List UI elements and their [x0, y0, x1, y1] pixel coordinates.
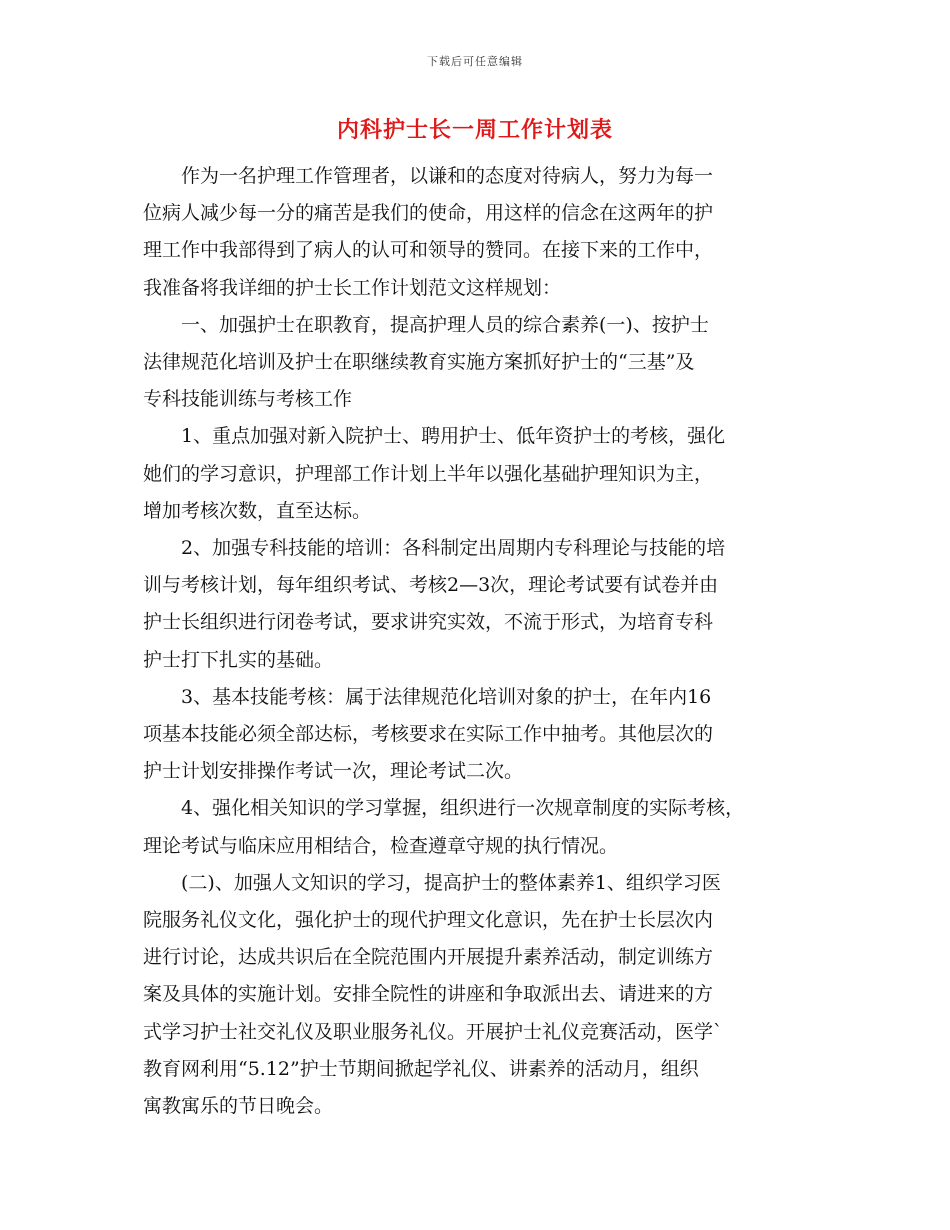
- paragraph-section-1: 一、加强护士在职教育，提高护理人员的综合素养(一)、按护士 法律规范化培训及护士在职继续教育实施方案抓好护士的“三基”及 专科技能训练与考核工作: [143, 313, 709, 411]
- paragraph-item-4: 4、强化相关知识的学习掌握，组织进行一次规章制度的实际考核， 理论考试与临床应用相结合，检查遵章守规的执行情况。: [143, 797, 745, 857]
- paragraph-item-3: 3、基本技能考核：属于法律规范化培训对象的护士，在年内16 项基本技能必须全部达标，考核要求在实际工作中抽考。其他层次的 护士计划安排操作考试一次，理论考试二次。: [143, 685, 714, 783]
- header-note: 下载后可任意编辑: [427, 55, 523, 68]
- document-title: 内科护士长一周工作计划表: [336, 117, 613, 143]
- paragraph-intro: 作为一名护理工作管理者，以谦和的态度对待病人，努力为每一 位病人减少每一分的痛苦是我们的使命，用这样的信念在这两年的护 理工作中我部得到了病人的认可和领导的赞同。在接下来的工作中， 我准备将我详细的护士长工作计划范文这样规划：: [143, 165, 714, 299]
- document-body: [143, 158, 823, 1125]
- paragraph-item-2: 2、加强专科技能的培训：各科制定出周期内专科理论与技能的培 训与考核计划，每年组织考试、考核2—3次，理论考试要有试卷并由 护士长组织进行闭卷考试，要求讲究实效，不流于形式，为培育专科 护士打下扎实的基础。: [143, 537, 726, 671]
- paragraph-item-1: 1、重点加强对新入院护士、聘用护士、低年资护士的考核，强化 她们的学习意识，护理部工作计划上半年以强化基础护理知识为主， 增加考核次数，直至达标。: [143, 425, 726, 522]
- paragraph-section-2: (二)、加强人文知识的学习，提高护士的整体素养1、组织学习医 院服务礼仪文化，强化护士的现代护理文化意识，先在护士长层次内 进行讨论，达成共识后在全院范围内开展提升素养活动，制定训练方 案及具体的实施计划。安排全院性的讲座和争取派出去、请进来的方 式学习护士社交礼仪及职业服务礼仪。开展护士礼仪竞赛活动，医学` 教育网利用“5.12”护士节期间掀起学礼仪、讲素养的活动月，组织 寓教寓乐的节日晚会。: [143, 871, 723, 1118]
